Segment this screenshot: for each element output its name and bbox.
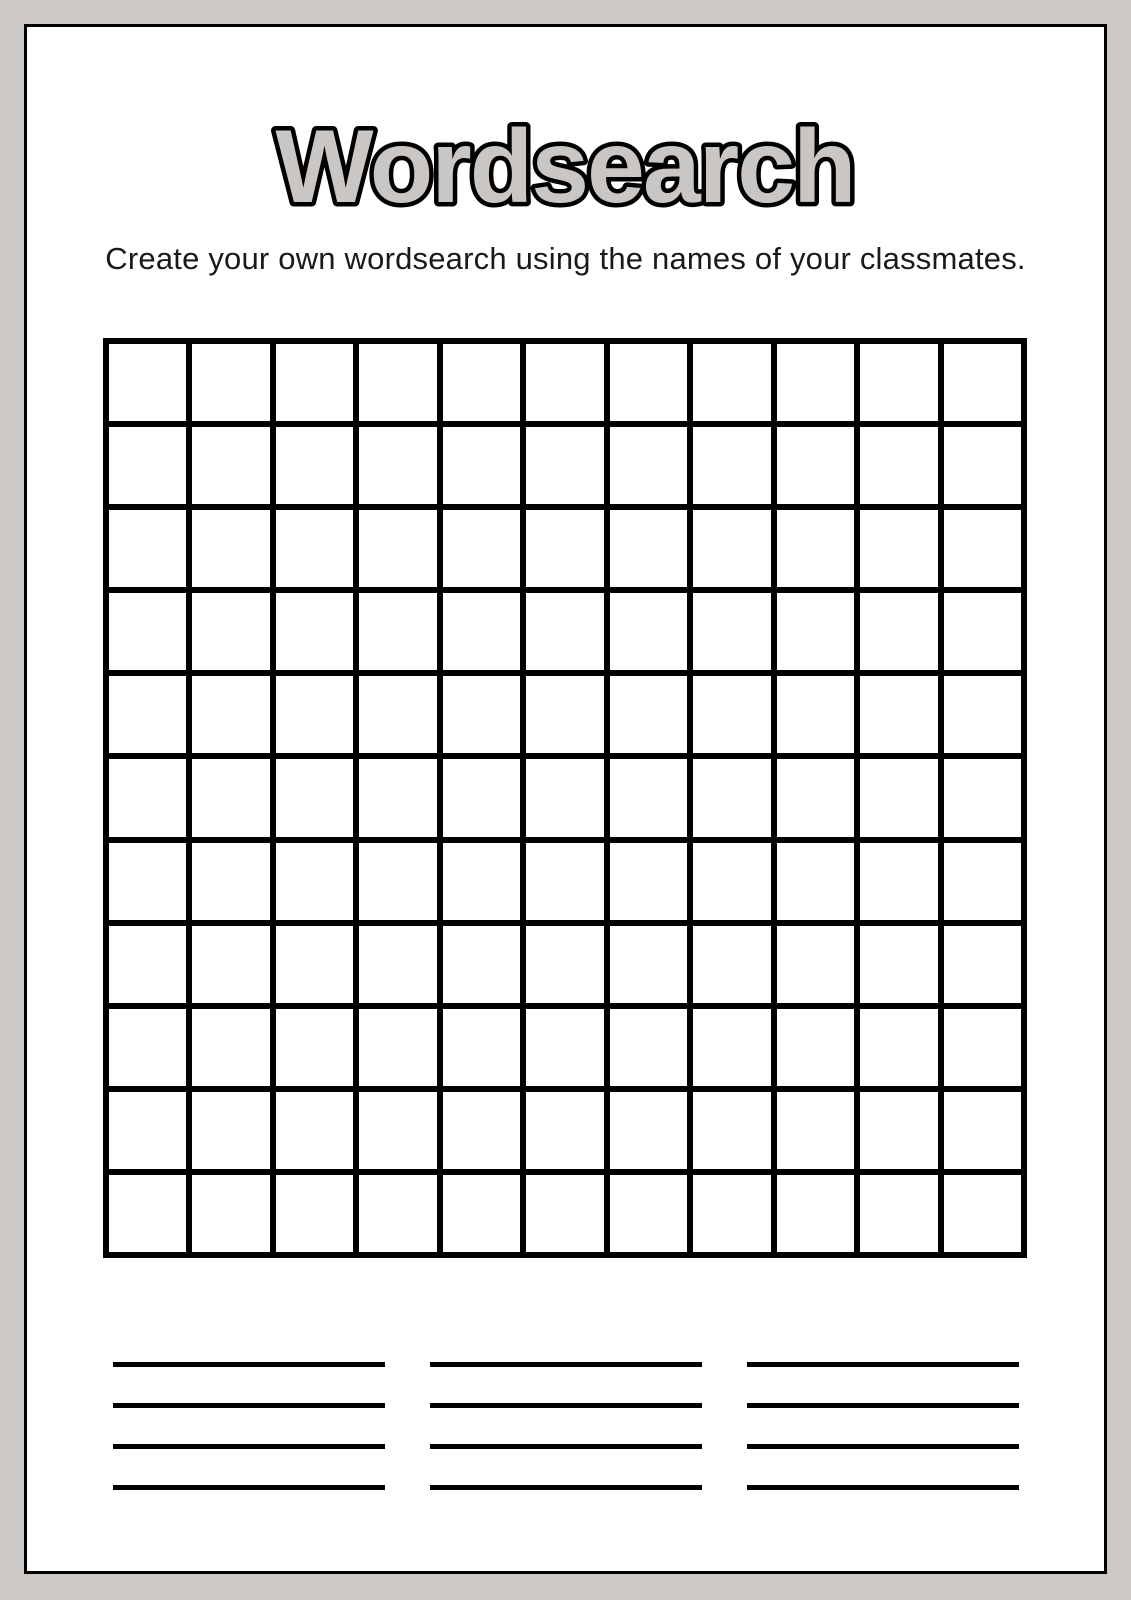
grid-cell: [693, 1092, 770, 1169]
grid-cell: [276, 759, 353, 836]
answer-lines-section: [113, 1362, 1019, 1490]
grid-cell: [610, 427, 687, 504]
grid-cell: [860, 593, 937, 670]
grid-cell: [526, 344, 603, 421]
answer-line: [747, 1444, 1019, 1449]
grid-cell: [944, 1009, 1021, 1086]
answer-line-column: [747, 1362, 1019, 1490]
grid-cell: [860, 1175, 937, 1252]
grid-cell: [610, 593, 687, 670]
grid-cell: [109, 510, 186, 587]
grid-cell: [192, 593, 269, 670]
instruction-text: Create your own wordsearch using the names of your classmates.: [105, 241, 1026, 276]
grid-cell: [443, 676, 520, 753]
grid-cell: [192, 676, 269, 753]
answer-line: [430, 1444, 702, 1449]
grid-cell: [109, 926, 186, 1003]
grid-cell: [192, 843, 269, 920]
grid-cell: [944, 593, 1021, 670]
grid-cell: [443, 1175, 520, 1252]
answer-line: [747, 1362, 1019, 1367]
grid-cell: [276, 510, 353, 587]
grid-cell: [693, 593, 770, 670]
grid-cell: [192, 427, 269, 504]
answer-line: [747, 1485, 1019, 1490]
grid-cell: [526, 1009, 603, 1086]
grid-cell: [359, 427, 436, 504]
grid-cell: [610, 676, 687, 753]
grid-cell: [276, 593, 353, 670]
grid-cell: [443, 593, 520, 670]
grid-cell: [860, 1092, 937, 1169]
grid-cell: [693, 676, 770, 753]
grid-cell: [610, 926, 687, 1003]
grid-cell: [109, 1009, 186, 1086]
grid-cell: [109, 843, 186, 920]
answer-line: [113, 1485, 385, 1490]
grid-cell: [777, 759, 854, 836]
grid-cell: [443, 759, 520, 836]
wordsearch-grid: [103, 338, 1027, 1258]
grid-cell: [693, 1175, 770, 1252]
grid-cell: [860, 676, 937, 753]
worksheet-page: [24, 24, 1107, 1574]
grid-cell: [944, 759, 1021, 836]
grid-cell: [443, 344, 520, 421]
answer-line-column: [430, 1362, 702, 1490]
grid-cell: [192, 1009, 269, 1086]
grid-cell: [777, 843, 854, 920]
grid-cell: [526, 926, 603, 1003]
grid-cell: [526, 843, 603, 920]
page-title-wrap: [27, 85, 1104, 215]
grid-cell: [610, 1092, 687, 1169]
grid-cell: [526, 1175, 603, 1252]
page-title-art: [27, 85, 1104, 215]
grid-cell: [944, 427, 1021, 504]
page-title: Wordsearch: [275, 109, 855, 215]
grid-cell: [693, 926, 770, 1003]
grid-cell: [359, 926, 436, 1003]
answer-line: [430, 1362, 702, 1367]
grid-cell: [443, 926, 520, 1003]
grid-cell: [109, 1175, 186, 1252]
grid-cell: [777, 1009, 854, 1086]
grid-cell: [359, 843, 436, 920]
answer-line: [113, 1444, 385, 1449]
grid-cell: [526, 593, 603, 670]
grid-cell: [526, 676, 603, 753]
grid-cell: [777, 1175, 854, 1252]
grid-cell: [777, 926, 854, 1003]
grid-cell: [359, 1092, 436, 1169]
grid-cell: [944, 344, 1021, 421]
grid-cell: [443, 427, 520, 504]
answer-line: [113, 1403, 385, 1408]
grid-cell: [109, 593, 186, 670]
grid-cell: [359, 593, 436, 670]
grid-cell: [526, 427, 603, 504]
grid-cell: [693, 344, 770, 421]
answer-line-column: [113, 1362, 385, 1490]
grid-cell: [359, 676, 436, 753]
grid-cell: [610, 1175, 687, 1252]
grid-cell: [192, 926, 269, 1003]
grid-cell: [276, 1092, 353, 1169]
grid-cell: [276, 427, 353, 504]
grid-cell: [860, 843, 937, 920]
grid-cell: [192, 344, 269, 421]
grid-cell: [443, 510, 520, 587]
grid-cell: [526, 510, 603, 587]
grid-cell: [860, 427, 937, 504]
grid-cell: [610, 759, 687, 836]
grid-cell: [777, 676, 854, 753]
grid-cell: [526, 1092, 603, 1169]
grid-cell: [610, 510, 687, 587]
grid-cell: [860, 926, 937, 1003]
answer-line: [430, 1485, 702, 1490]
grid-cell: [109, 1092, 186, 1169]
grid-cell: [777, 344, 854, 421]
grid-cell: [610, 843, 687, 920]
grid-cell: [109, 344, 186, 421]
grid-cell: [359, 1009, 436, 1086]
grid-cell: [192, 1092, 269, 1169]
grid-cell: [109, 427, 186, 504]
grid-cell: [276, 344, 353, 421]
grid-cell: [276, 1009, 353, 1086]
grid-cell: [693, 510, 770, 587]
grid-cell: [777, 1092, 854, 1169]
grid-cell: [693, 843, 770, 920]
grid-cell: [192, 1175, 269, 1252]
grid-cell: [693, 759, 770, 836]
grid-cell: [443, 843, 520, 920]
grid-cell: [610, 344, 687, 421]
grid-cell: [359, 759, 436, 836]
grid-cell: [359, 344, 436, 421]
grid-cell: [777, 593, 854, 670]
grid-cell: [944, 510, 1021, 587]
grid-cell: [109, 759, 186, 836]
grid-cell: [192, 759, 269, 836]
grid-cell: [860, 344, 937, 421]
grid-cell: [777, 427, 854, 504]
grid-cell: [610, 1009, 687, 1086]
grid-cell: [944, 676, 1021, 753]
grid-cell: [359, 510, 436, 587]
grid-cell: [944, 843, 1021, 920]
grid-cell: [276, 843, 353, 920]
answer-line: [747, 1403, 1019, 1408]
grid-cell: [526, 759, 603, 836]
grid-cell: [443, 1009, 520, 1086]
grid-cell: [359, 1175, 436, 1252]
grid-cell: [860, 759, 937, 836]
grid-cell: [944, 926, 1021, 1003]
grid-cell: [109, 676, 186, 753]
grid-cell: [693, 427, 770, 504]
grid-cell: [192, 510, 269, 587]
grid-cell: [944, 1092, 1021, 1169]
grid-cell: [860, 510, 937, 587]
grid-cell: [276, 926, 353, 1003]
grid-cell: [693, 1009, 770, 1086]
grid-cell: [860, 1009, 937, 1086]
answer-line: [430, 1403, 702, 1408]
grid-cell: [777, 510, 854, 587]
grid-cell: [944, 1175, 1021, 1252]
grid-cell: [276, 1175, 353, 1252]
grid-cell: [443, 1092, 520, 1169]
grid-cell: [276, 676, 353, 753]
answer-line: [113, 1362, 385, 1367]
